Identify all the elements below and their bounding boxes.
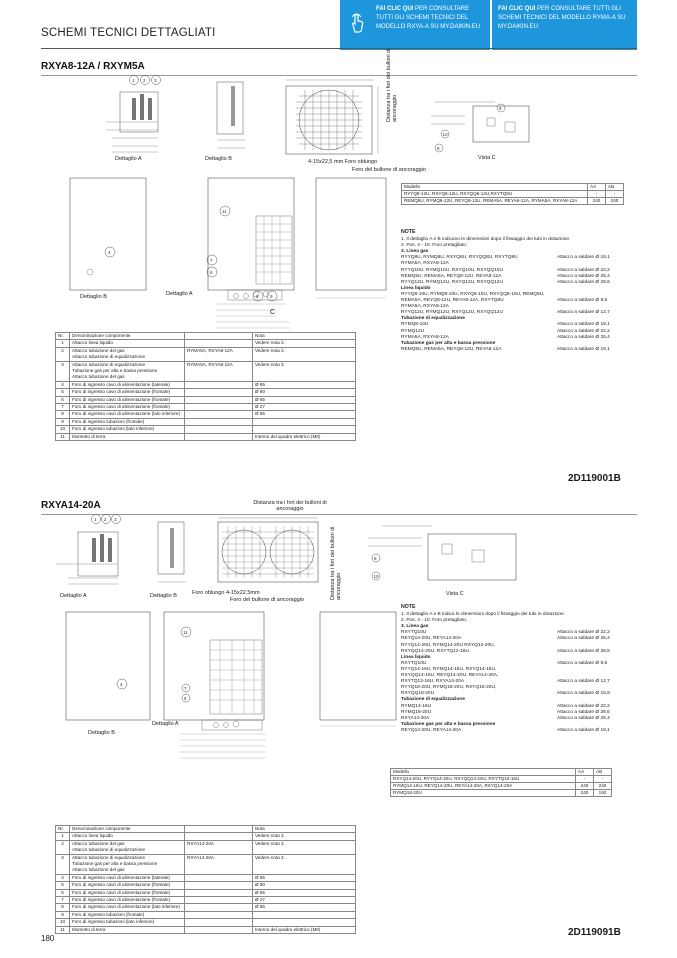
component-number: 3 xyxy=(56,361,70,381)
component-model xyxy=(185,889,253,896)
note-text: RXYQQ14-16U, REYQ14-20U, REYA14-20A, xyxy=(401,673,499,679)
note-text: RYMQ18-20U xyxy=(401,709,432,715)
component-model xyxy=(185,404,253,411)
component-name: Foro di ingresso tubazioni (frontale) xyxy=(70,911,185,918)
component-model xyxy=(185,874,253,881)
component-name: Foro di ingresso cavo di alimentazione (laterale) xyxy=(70,874,185,881)
caption-bolt-distance: Distanza tra i fori dei bulloni di ancoraggio xyxy=(386,48,398,122)
note-text: RYYQ8-10U, RYMQ8-10U, RXYQ8-10U, RXYQQ8-10U, REMQ5U, xyxy=(401,291,545,297)
note-text: REMQ5U, REMA5A, REYQ8-12U, REYA8-12A xyxy=(401,273,502,279)
svg-text:11: 11 xyxy=(222,209,227,214)
note-line xyxy=(401,347,631,353)
component-note: Vedere nota 3. xyxy=(253,840,356,854)
note-connection-size: Attacco a saldare Ø 12,7 xyxy=(557,310,610,316)
table-row xyxy=(56,897,356,904)
note-connection-size: Attacco a saldare Ø 19,1 xyxy=(557,322,610,328)
component-number: 5 xyxy=(56,882,70,889)
table-row: RXYQ14-20U, RYYQ14-20U, RXYQQ14-20U, RXYTQ10-16U - - xyxy=(391,776,612,783)
note-text: 3. Linea gas xyxy=(401,624,429,630)
front-side-views-drawing xyxy=(60,176,400,338)
svg-text:C: C xyxy=(270,309,276,316)
section2-notes xyxy=(401,604,631,734)
component-model xyxy=(185,433,253,440)
component-note: Vedere nota 3. xyxy=(253,833,356,840)
note-connection-size: Attacco a saldare Ø 28,6 xyxy=(557,648,610,654)
top-view-drawing-2 xyxy=(212,514,324,589)
section1-component-table xyxy=(55,332,356,441)
note-text: 1. Il dettaglio A e B indica le dimensioni dopo il fissaggio dei tubi in dotazione. xyxy=(401,612,566,618)
detail-b-drawing-2 xyxy=(148,520,193,590)
component-name: Morsetto di terra xyxy=(70,433,185,440)
note-text: REMQ5U, REMA5A, REYQ8-12U, REYA8-12A xyxy=(401,346,502,352)
table-row xyxy=(56,411,356,418)
component-number: 6 xyxy=(56,396,70,403)
component-note xyxy=(253,426,356,433)
table-row xyxy=(56,833,356,840)
banner-right-bold: FAI CLIC QUI xyxy=(498,6,536,12)
svg-text:5: 5 xyxy=(256,294,259,299)
table-row xyxy=(56,347,356,361)
table-row xyxy=(56,396,356,403)
note-connection-size: Attacco a saldare Ø 25,4 xyxy=(557,715,610,721)
caption-view-c-s2: Vista C xyxy=(446,591,464,597)
component-number: 1 xyxy=(56,833,70,840)
caption-oblong-hole: 4-15x22,5 mm Foro oblungo xyxy=(308,159,378,165)
note-text: 2. Pos. 4 - 10: Foro pretagliato. xyxy=(401,618,468,624)
svg-text:8: 8 xyxy=(499,106,502,111)
component-note: Ø 65 xyxy=(253,874,356,881)
component-number: 3 xyxy=(56,854,70,874)
table-row xyxy=(56,889,356,896)
table-row xyxy=(56,926,356,933)
detail-a-drawing xyxy=(98,74,168,154)
note-header-2: Nota xyxy=(253,826,356,833)
component-note: Ø 65 xyxy=(253,904,356,911)
component-note: Ø 65 xyxy=(253,396,356,403)
component-note: Interno del quadro elettrico (M8) xyxy=(253,433,356,440)
component-note: Ø 27 xyxy=(253,897,356,904)
component-number: 11 xyxy=(56,433,70,440)
note-connection-size: Attacco a saldare Ø 22,2 xyxy=(557,703,610,709)
note-connection-size: Attacco a saldare Ø 22,2 xyxy=(557,630,610,636)
note-connection-size: Attacco a saldare Ø 9,5 xyxy=(557,660,608,666)
note-header: Nota xyxy=(253,333,356,340)
detail-a-drawing-2 xyxy=(48,512,138,592)
aa-header: AA xyxy=(588,184,606,191)
component-model xyxy=(185,396,253,403)
note-connection-size: Attacco a saldare Ø 19,1 xyxy=(557,346,610,352)
component-name: Foro di ingresso cavo di alimentazione (frontale) xyxy=(70,389,185,396)
note-text: Tubazione di equalizzazione xyxy=(401,316,465,322)
hand-click-icon xyxy=(348,12,366,34)
caption-oblong-hole-s2: Foro oblungo 4-15x22,5mm xyxy=(192,590,260,596)
note-text: Linea liquido xyxy=(401,285,431,291)
component-model xyxy=(185,882,253,889)
caption-detail-a-2: Dettaglio A xyxy=(166,291,193,297)
section1-model-table xyxy=(401,183,624,205)
table-row: RYMQ14-16U, REYQ14-20U, REYA14-20A, RXYQ14-20A 240 240 xyxy=(391,783,612,790)
banner-right-text: PER CONSULTARE TUTTI GLI SCHEMI TECNICI DEL MODELLO RYMA-A SU MY.DAIKIN.EU xyxy=(498,6,626,30)
section2-title: RXYA14-20A xyxy=(41,500,101,511)
component-model: RXYA14-20A xyxy=(185,854,253,874)
component-model xyxy=(185,926,253,933)
table-row xyxy=(56,361,356,381)
note-connection-size: Attacco a saldare Ø 25,4 xyxy=(557,636,610,642)
table-row xyxy=(56,904,356,911)
note-connection-size: Attacco a saldare Ø 22,2 xyxy=(557,267,610,273)
svg-text:4: 4 xyxy=(108,250,111,255)
component-number: 8 xyxy=(56,904,70,911)
component-header-2: Denominazione componente xyxy=(70,826,185,833)
component-note: Vedere nota 3. xyxy=(253,340,356,347)
svg-text:3: 3 xyxy=(114,517,117,522)
component-note: Ø 80 xyxy=(253,882,356,889)
caption-detail-b: Dettaglio B xyxy=(205,156,232,162)
component-name: Foro di ingresso tubazioni (lato inferiore) xyxy=(70,919,185,926)
component-number: 2 xyxy=(56,840,70,854)
table-row xyxy=(56,840,356,854)
note-text: REYQ14-20U, REYA14-20A xyxy=(401,636,462,642)
table-row: RYMQ18-20U 240 192 xyxy=(391,790,612,797)
svg-text:1: 1 xyxy=(94,517,97,522)
section2-component-table xyxy=(55,825,356,934)
component-name: Attacco linea liquido xyxy=(70,340,185,347)
table-row xyxy=(56,418,356,425)
component-model xyxy=(185,897,253,904)
svg-text:2: 2 xyxy=(143,78,146,83)
section2-model-table xyxy=(390,768,612,797)
detail-b-drawing xyxy=(205,80,255,155)
component-name: Foro di ingresso tubazioni (frontale) xyxy=(70,418,185,425)
note-text: 2. Pos. 4 - 10: Foro pretagliato. xyxy=(401,243,468,249)
component-note xyxy=(253,911,356,918)
component-note: Ø 65 xyxy=(253,889,356,896)
component-number: 11 xyxy=(56,926,70,933)
page-title: SCHEMI TECNICI DETTAGLIATI xyxy=(41,27,216,39)
notes-heading: NOTE xyxy=(401,229,416,235)
table-row xyxy=(56,404,356,411)
section2-drawing-code: 2D119091B xyxy=(568,927,621,938)
table-row xyxy=(56,911,356,918)
table-row xyxy=(56,433,356,440)
view-c-drawing xyxy=(425,96,535,161)
note-text: RXYTQ10U xyxy=(401,630,427,636)
banner-ryma-link[interactable] xyxy=(492,0,637,50)
component-note: Ø 65 xyxy=(253,381,356,388)
note-connection-size: Attacco a saldare Ø 28,6 xyxy=(557,279,610,285)
svg-text:10: 10 xyxy=(442,132,448,137)
caption-detail-a: Dettaglio A xyxy=(115,156,142,162)
section1-notes xyxy=(401,229,631,353)
component-number: 7 xyxy=(56,897,70,904)
component-note: Vedere nota 3. xyxy=(253,361,356,381)
note-connection-size: Attacco a saldare Ø 9,5 xyxy=(557,298,608,304)
note-text: RYYQ14-16U, RYMQ14-16U, RXYQ14-16U, xyxy=(401,666,497,672)
component-number: 10 xyxy=(56,426,70,433)
note-text: RXYTQ10U xyxy=(401,660,427,666)
component-note xyxy=(253,418,356,425)
page-number: 180 xyxy=(41,934,55,943)
component-name: Foro di ingresso cavo di alimentazione (frontale) xyxy=(70,396,185,403)
component-model xyxy=(185,418,253,425)
caption-anchor-bolt-hole-s2: Foro del bullone di ancoraggio xyxy=(230,597,304,603)
component-note: Ø 27 xyxy=(253,404,356,411)
table-row: RYYQ8-12U, RXYQ8-12U, RXYQQ8-12U,RXYTQ8U - - xyxy=(402,191,624,198)
component-number: 5 xyxy=(56,389,70,396)
caption-detail-b-2: Dettaglio B xyxy=(80,294,107,300)
note-text: RXYQQ14-20U, RXYTQ12-16U xyxy=(401,648,469,654)
note-text: Tubazione gas per alta e bassa pressione xyxy=(401,721,496,727)
component-header: Denominazione componente xyxy=(70,333,185,340)
ab-header: AB xyxy=(606,184,624,191)
table-row: REMQ5U, RYMQ8-12U, REYQ8-12U, REMA5A, REYA8-12A, RYMA5A, RXYA8-12A 240 240 xyxy=(402,198,624,205)
note-text: RXYA14-20A xyxy=(401,715,430,721)
note-connection-size: Attacco a saldare Ø 28,6 xyxy=(557,709,610,715)
caption-detail-b-s2: Dettaglio B xyxy=(150,593,177,599)
svg-text:8: 8 xyxy=(374,556,377,561)
component-note: Ø 80 xyxy=(253,389,356,396)
component-number: 4 xyxy=(56,874,70,881)
note-text: RYMA5A, RXYA8-12A xyxy=(401,261,449,267)
note-connection-size: Attacco a saldare Ø 25,4 xyxy=(557,273,610,279)
component-name: Foro di ingresso tubazioni (lato inferiore) xyxy=(70,426,185,433)
component-model xyxy=(185,426,253,433)
note-connection-size: Attacco a saldare Ø 22,2 xyxy=(557,328,610,334)
component-model xyxy=(185,411,253,418)
caption-bolt-distance-top: Distanza tra i fori dei bulloni di ancoraggio xyxy=(253,500,327,512)
view-c-drawing-2 xyxy=(362,520,522,590)
component-name: Foro di ingresso cavo di alimentazione (frontale) xyxy=(70,889,185,896)
top-view-drawing xyxy=(282,76,384,162)
component-model xyxy=(185,911,253,918)
note-text: Tubazione gas per alta e bassa pressione xyxy=(401,340,496,346)
table-row xyxy=(56,854,356,874)
component-name: Foro di ingresso cavo di alimentazione (laterale) xyxy=(70,381,185,388)
banner-left-bold: FAI CLIC QUI xyxy=(376,6,414,12)
note-line xyxy=(401,728,631,734)
note-connection-size: Attacco a saldare Ø 15,9 xyxy=(557,691,610,697)
component-name: Attacco tubazione di equalizzazione Tubazione gas per alta e bassa pressione Attacco tubazione del gas xyxy=(70,361,185,381)
component-number: 7 xyxy=(56,404,70,411)
note-text: RYYQ18-20U, RYMQ18-20U, RXYQ18-20U, xyxy=(401,685,497,691)
note-text: RYMQ12U xyxy=(401,328,425,334)
component-note xyxy=(253,919,356,926)
component-number: 2 xyxy=(56,347,70,361)
table-row xyxy=(56,882,356,889)
component-model xyxy=(185,919,253,926)
component-model: RXYA14-20A xyxy=(185,840,253,854)
table-row xyxy=(56,340,356,347)
component-name: Foro di ingresso cavo di alimentazione (frontale) xyxy=(70,897,185,904)
note-text: REMA5A, REYQ8-12U, REYA8-12A, RXYTQ8U xyxy=(401,298,504,304)
caption-anchor-bolt-hole: Foro del bullone di ancoraggio xyxy=(352,167,426,173)
svg-text:4: 4 xyxy=(120,682,123,687)
table-row xyxy=(56,381,356,388)
note-connection-size: Attacco a saldare Ø 12,7 xyxy=(557,679,610,685)
component-name: Foro di ingresso cavo di alimentazione (lato inferiore) xyxy=(70,411,185,418)
notes-heading-2: NOTE xyxy=(401,604,416,610)
svg-text:6: 6 xyxy=(184,696,187,701)
table-row xyxy=(56,919,356,926)
note-text: Tubazione di equalizzazione xyxy=(401,697,465,703)
component-model xyxy=(185,381,253,388)
component-name: Foro di ingresso cavo di alimentazione (frontale) xyxy=(70,404,185,411)
caption-bolt-distance-side: Distanza tra i fori dei bulloni di ancoraggio xyxy=(330,526,342,600)
ab-header-2: AB xyxy=(594,769,612,776)
component-number: 9 xyxy=(56,418,70,425)
component-model xyxy=(185,389,253,396)
component-model: RYMA5A, RXYA8-12A xyxy=(185,347,253,361)
section1-title: RXYA8-12A / RXYM5A xyxy=(41,61,145,72)
svg-text:7: 7 xyxy=(184,686,187,691)
note-text: Linea liquido xyxy=(401,654,431,660)
component-note: Ø 65 xyxy=(253,411,356,418)
aa-header-2: AA xyxy=(576,769,594,776)
component-model xyxy=(185,833,253,840)
component-name: Attacco tubazione del gas Attacco tubazione di equalizzazione xyxy=(70,347,185,361)
note-text: RYYQ14-20U, RYMQ14-20U RXYQ14-20U, xyxy=(401,642,495,648)
component-number: 4 xyxy=(56,381,70,388)
component-note: Vedere nota 3. xyxy=(253,347,356,361)
component-name: Attacco tubazione del gas Attacco tubazione di equalizzazione xyxy=(70,840,185,854)
component-name: Foro di ingresso cavo di alimentazione (frontale) xyxy=(70,882,185,889)
component-model xyxy=(185,904,253,911)
nr-header: Nr. xyxy=(56,333,70,340)
svg-text:3: 3 xyxy=(154,78,157,83)
note-text: RYMQ14-16U xyxy=(401,703,432,709)
caption-detail-b-2-s2: Dettaglio B xyxy=(88,730,115,736)
note-connection-size: Attacco a saldare Ø 25,4 xyxy=(557,334,610,340)
note-text: RYYQ12U, RYMQ12U, RXYQ12U, RXYQQ12U xyxy=(401,310,503,316)
note-text: 1. Il dettaglio A e B indicano le dimensioni dopo il fissaggio dei tubi in dotazione. xyxy=(401,237,571,243)
component-number: 9 xyxy=(56,911,70,918)
table-row xyxy=(56,426,356,433)
note-text: RYYQ12U, RYMQ12U, RXYQ12U, RXYQQ12U xyxy=(401,279,503,285)
svg-text:1: 1 xyxy=(132,78,135,83)
note-text: RYYQ10U, RYMQ10U, RXYQ10U, RXYQQ10U xyxy=(401,267,503,273)
component-model xyxy=(185,340,253,347)
caption-detail-a-2-s2: Dettaglio A xyxy=(152,721,179,727)
header-divider xyxy=(41,48,637,49)
banner-left-text: PER CONSULTARE TUTTI GLI SCHEMI TECNICI DEL MODELLO RXYA-A SU MY.DAIKIN.EU xyxy=(376,6,481,30)
table-row xyxy=(56,874,356,881)
caption-detail-a-s2: Dettaglio A xyxy=(60,593,87,599)
note-text: REYQ14-20U, REYA14-20A xyxy=(401,727,462,733)
note-text: RYMQ8-10U xyxy=(401,322,429,328)
svg-text:6: 6 xyxy=(210,270,213,275)
component-number: 8 xyxy=(56,411,70,418)
svg-text:8: 8 xyxy=(437,146,440,151)
note-text: RXYTQ12-16U, RXYA14-20A xyxy=(401,679,465,685)
model-header: Modello xyxy=(402,184,588,191)
component-name: Foro di ingresso cavo di alimentazione (lato inferiore) xyxy=(70,904,185,911)
nr-header-2: Nr. xyxy=(56,826,70,833)
component-number: 10 xyxy=(56,919,70,926)
svg-text:9: 9 xyxy=(270,294,273,299)
component-model: RYMA5A, RXYA8-12A xyxy=(185,361,253,381)
section1-drawing-code: 2D119001B xyxy=(568,473,621,484)
component-number: 1 xyxy=(56,340,70,347)
banner-rxya-link[interactable] xyxy=(340,0,490,50)
svg-text:11: 11 xyxy=(183,630,188,635)
note-text: RYYQ8U, RYMQ8U, RXYQ8U, RXYQQ8U, RXYTQ8U xyxy=(401,255,518,261)
caption-view-c: Vista C xyxy=(478,155,496,161)
component-number: 6 xyxy=(56,889,70,896)
model-header-2: Modello xyxy=(391,769,576,776)
note-text: RXYQQ18-20U xyxy=(401,691,435,697)
table-row xyxy=(56,389,356,396)
svg-text:7: 7 xyxy=(210,258,213,263)
component-note: Interno del quadro elettrico (M8) xyxy=(253,926,356,933)
svg-text:2: 2 xyxy=(104,517,107,522)
note-connection-size: Attacco a saldare Ø 19,1 xyxy=(557,727,610,733)
note-text: RYMA5A, RXYA8-12A xyxy=(401,334,449,340)
note-text: 3. Linea gas xyxy=(401,249,429,255)
note-connection-size: Attacco a saldare Ø 19,1 xyxy=(557,255,610,261)
note-text: RYMA5A, RXYA8-12A xyxy=(401,304,449,310)
svg-text:10: 10 xyxy=(373,574,379,579)
component-name: Attacco linea liquido xyxy=(70,833,185,840)
front-side-views-drawing-2 xyxy=(60,610,400,765)
component-note: Vedere nota 3. xyxy=(253,854,356,874)
component-name: Attacco tubazione di equalizzazione Tubazione gas per alta e bassa pressione Attacco tubazione del gas xyxy=(70,854,185,874)
component-name: Morsetto di terra xyxy=(70,926,185,933)
